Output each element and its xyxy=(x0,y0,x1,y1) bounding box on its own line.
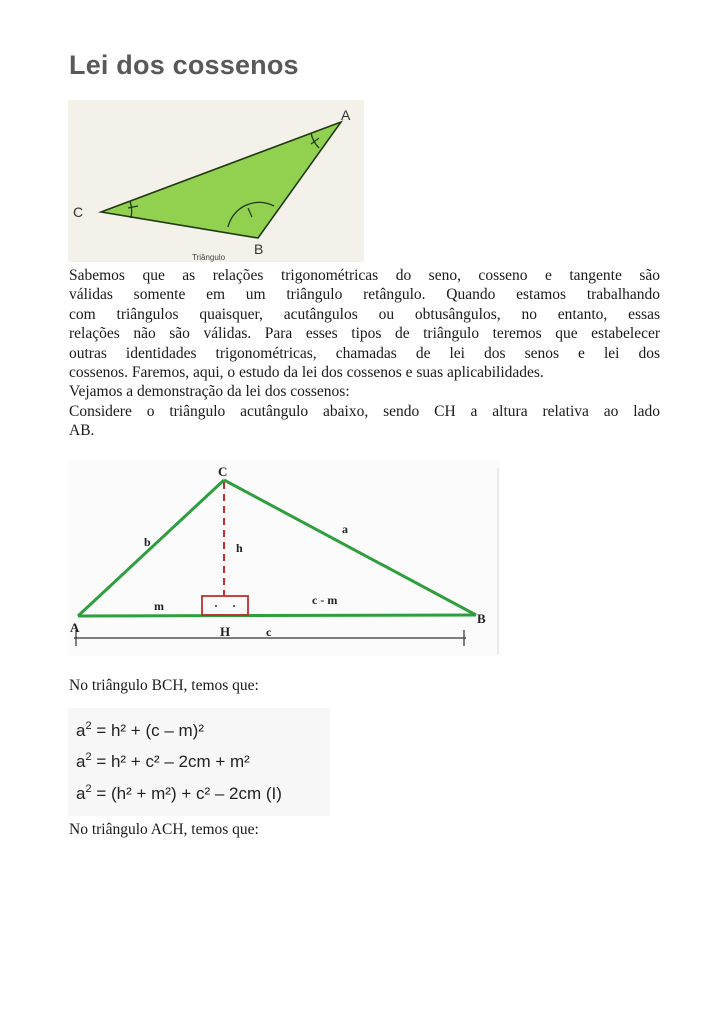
equation-lhs: a xyxy=(76,784,86,803)
vertex-b-label: B xyxy=(477,611,486,626)
segment-m-label: m xyxy=(154,599,164,613)
text-line: Considere o triângulo acutângulo abaixo, sendo CH a altura relativa ao lado xyxy=(69,402,660,420)
equation-line xyxy=(76,751,250,771)
text-line: outras identidades trigonométricas, chamadas de lei dos senos e lei dos xyxy=(69,344,660,362)
equation-lhs: a xyxy=(76,721,86,740)
text-line: Vejamos a demonstração da lei dos cossenos: xyxy=(69,383,350,401)
vertex-c-label: C xyxy=(73,204,84,220)
text-line: AB. xyxy=(69,422,95,440)
text-line: Sabemos que as relações trigonométricas do seno, cosseno e tangente são xyxy=(69,267,660,284)
figure-background xyxy=(68,460,500,656)
equation-lhs: a xyxy=(76,752,86,771)
equation-line xyxy=(76,720,204,740)
equation-exponent: 2 xyxy=(85,751,92,763)
triangle-figure xyxy=(68,100,364,262)
segment-cm-label: c - m xyxy=(312,593,338,607)
equation-rhs: = h² + c² – 2cm + m² xyxy=(91,752,250,771)
equation-line xyxy=(76,783,282,803)
ach-text: No triângulo ACH, temos que: xyxy=(69,821,259,838)
page-title: Lei dos cossenos xyxy=(69,50,299,80)
equation-exponent: 2 xyxy=(85,783,92,795)
angle-dot xyxy=(233,605,235,607)
text-line: cossenos. Faremos, aqui, o estudo da lei dos cossenos e suas aplicabilidades. xyxy=(69,364,544,382)
intro-paragraph xyxy=(69,266,660,441)
angle-dot xyxy=(215,605,217,607)
equations-figure xyxy=(68,708,330,816)
text-line: relações não são válidas. Para esses tipos de triângulo teremos que estabelecer xyxy=(69,325,660,343)
vertex-a-label: A xyxy=(70,620,80,635)
foot-h-label: H xyxy=(220,624,231,639)
vertex-c-label: C xyxy=(218,464,228,479)
text-line: válidas somente em um triângulo retângulo. Quando estamos trabalhando xyxy=(69,286,660,304)
acute-triangle-figure xyxy=(68,460,500,656)
equation-exponent: 2 xyxy=(85,720,92,732)
vertex-b-label: B xyxy=(254,241,264,257)
equation-rhs: = (h² + m²) + c² – 2cm (I) xyxy=(91,784,282,803)
side-b-label: b xyxy=(144,535,151,549)
height-label: h xyxy=(236,541,243,555)
side-a-label: a xyxy=(342,522,348,536)
vertex-a-label: A xyxy=(341,107,351,123)
text-line: com triângulos quaisquer, acutângulos ou obtusângulos, no entanto, essas xyxy=(69,305,660,323)
side-ab-line xyxy=(78,615,476,616)
figure-caption: Triângulo xyxy=(192,253,226,262)
equation-rhs: = h² + (c – m)² xyxy=(91,721,205,740)
bch-text: No triângulo BCH, temos que: xyxy=(69,677,259,694)
base-c-label: c xyxy=(266,625,272,639)
